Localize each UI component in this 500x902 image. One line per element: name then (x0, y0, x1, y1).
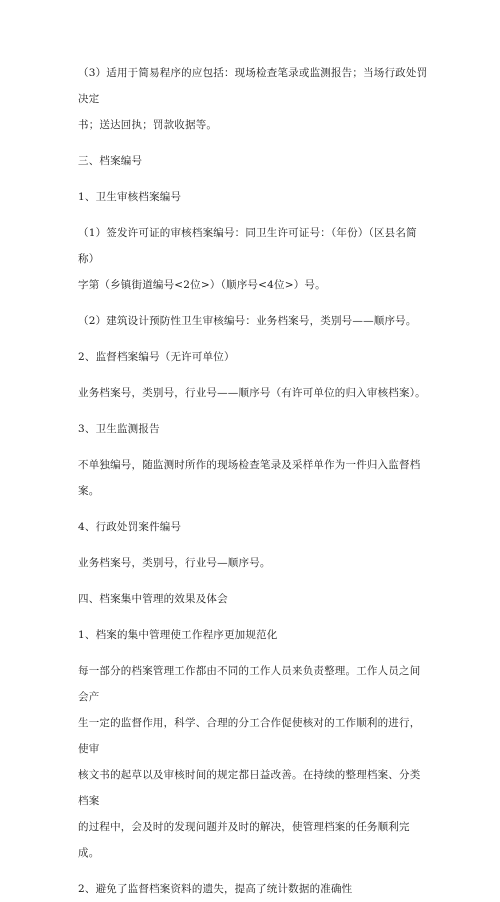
text-line: 核文书的起草以及审核时间的规定都日益改善。在持续的整理档案、分类档案 (78, 769, 421, 807)
text-line: 书；送达回执；罚款收据等。 (78, 119, 218, 131)
text-line: 三、档案编号 (78, 155, 143, 167)
document-page (0, 60, 500, 895)
text-line: 四、档案集中管理的效果及体会 (78, 593, 228, 605)
text-line: 不单独编号，随监测时所作的现场检查笔录及采样单作为一件归入监督档案。 (78, 459, 421, 497)
text-line: 业务档案号，类别号，行业号—顺序号。 (78, 557, 271, 569)
text-line: 业务档案号，类别号，行业号——顺序号（有许可单位的归入审核档案）。 (78, 387, 426, 399)
text-line: 4、行政处罚案件编号 (78, 521, 182, 533)
text-line: （2）建筑设计预防性卫生审核编号：业务档案号，类别号——顺序号。 (78, 315, 417, 327)
text-line: 2、监督档案编号（无许可单位） (78, 351, 235, 363)
text-line: 2、避免了监督档案资料的遗失，提高了统计数据的准确性 (78, 883, 353, 895)
text-line: （3）适用于简易程序的应包括：现场检查笔录或监测报告；当场行政处罚决定 (78, 67, 428, 105)
document-body (78, 60, 430, 902)
text-line: 3、卫生监测报告 (78, 423, 160, 435)
text-line: 1、档案的集中管理使工作程序更加规范化 (78, 629, 278, 641)
text-line: 生一定的监督作用，科学、合理的分工合作促使核对的工作顺利的进行，使审 (78, 717, 421, 755)
text-line: 字第（乡镇街道编号<2位>）（顺序号<4位>）号。 (78, 279, 326, 291)
text-line: （1）签发许可证的审核档案编号：同卫生许可证号：（年份）（区县名简称） (78, 227, 417, 265)
text-line: 1、卫生审核档案编号 (78, 191, 182, 203)
text-line: 每一部分的档案管理工作都由不同的工作人员来负责整理。工作人员之间会产 (78, 665, 421, 703)
text-line: 的过程中，会及时的发现问题并及时的解决，使管理档案的任务顺利完成。 (78, 821, 410, 859)
